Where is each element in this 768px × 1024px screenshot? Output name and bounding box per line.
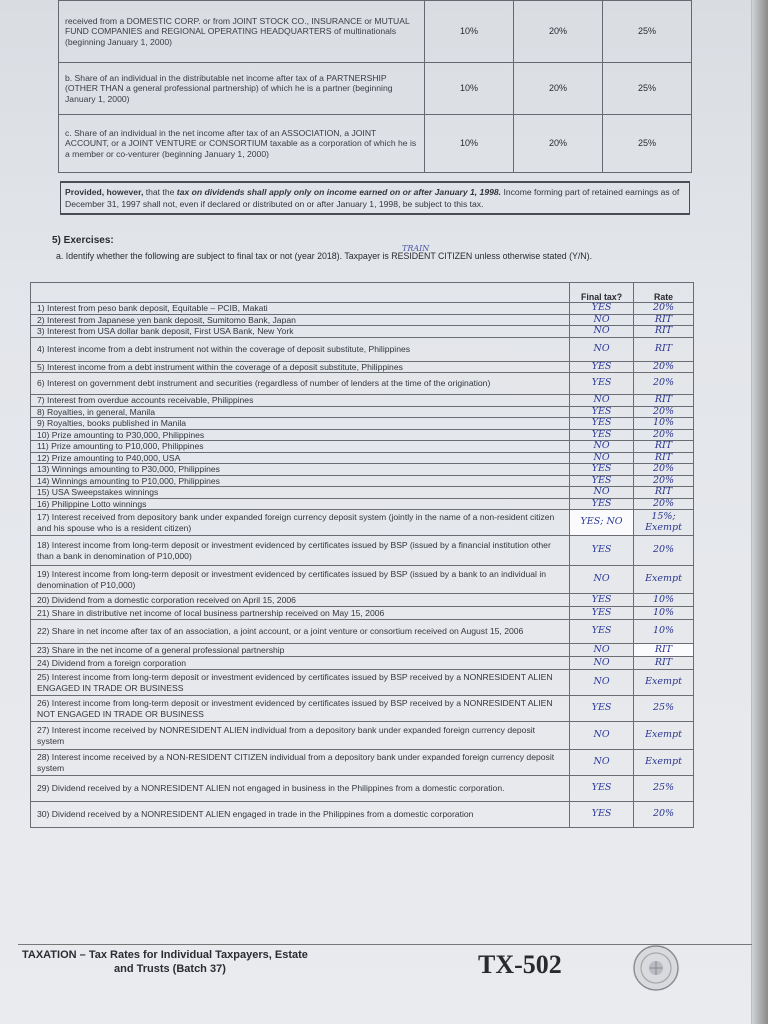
exercise-item: 24) Dividend from a foreign corporation bbox=[31, 657, 570, 670]
rate-answer: RIT bbox=[634, 487, 694, 499]
rate-cell: 20% bbox=[514, 115, 603, 173]
final-tax-answer: YES bbox=[570, 594, 634, 607]
exercise-item: 4) Interest income from a debt instrument not within the coverage of deposit substitute, Philippines bbox=[31, 337, 570, 361]
table-row bbox=[31, 722, 694, 750]
final-tax-answer: YES bbox=[570, 696, 634, 722]
row-description: received from a DOMESTIC CORP. or from JOINT STOCK CO., INSURANCE or MUTUAL FUND COMPANIES and REGIONAL OPERATING HEADQUARTERS of multinationals (beginning January 1, 2000) bbox=[59, 1, 425, 63]
table-row bbox=[31, 750, 694, 776]
rate-header: Rate bbox=[634, 283, 694, 303]
proviso-lead: Provided, however, bbox=[65, 187, 144, 197]
exercise-item: 26) Interest income from long-term deposit or investment evidenced by certificates issued by BSP received by a NONRESIDENT ALIEN NOT ENGAGED IN TRADE OR BUSINESS bbox=[31, 696, 570, 722]
rate-answer: 20% bbox=[634, 498, 694, 510]
proviso-rest: Income forming part of retained earnings as of December 31, 1997 shall not, even if declared or distributed on or after January 1, 1998, be subject to this tax. bbox=[65, 187, 680, 209]
table-row bbox=[31, 510, 694, 536]
exercise-item: 1) Interest from peso bank deposit, Equitable – PCIB, Makati bbox=[31, 303, 570, 315]
exercise-item: 19) Interest income from long-term deposit or investment evidenced by certificates issued by BSP (issued by a bank to an individual in denomination of P10,000) bbox=[31, 566, 570, 594]
rate-answer: RIT bbox=[634, 326, 694, 338]
table-row bbox=[31, 487, 694, 499]
final-tax-answer: NO bbox=[570, 670, 634, 696]
table-row bbox=[31, 452, 694, 464]
exercise-item: 2) Interest from Japanese yen bank deposit, Sumitomo Bank, Japan bbox=[31, 314, 570, 326]
final-tax-answer: YES bbox=[570, 429, 634, 441]
table-row bbox=[31, 395, 694, 407]
final-tax-answer: YES bbox=[570, 303, 634, 315]
exercise-table bbox=[30, 282, 694, 828]
exercise-item: 17) Interest received from depository bank under expanded foreign currency deposit system (jointly in the name of a non-resident citizen and his spouse who is a resident citizen) bbox=[31, 510, 570, 536]
table-row bbox=[31, 802, 694, 828]
final-tax-answer: YES bbox=[570, 620, 634, 644]
table-row bbox=[31, 566, 694, 594]
handwritten-note: TRAIN bbox=[402, 244, 430, 253]
rate-cell: 10% bbox=[425, 115, 514, 173]
rate-answer: RIT bbox=[634, 337, 694, 361]
rate-cell: 25% bbox=[603, 63, 692, 115]
rate-answer: RIT bbox=[634, 644, 694, 657]
final-tax-answer: NO bbox=[570, 657, 634, 670]
table-row bbox=[31, 607, 694, 620]
table-row bbox=[31, 326, 694, 338]
table-header-row bbox=[31, 283, 694, 303]
rate-answer: Exempt bbox=[634, 750, 694, 776]
exercise-rows bbox=[31, 303, 694, 828]
exercise-item: 29) Dividend received by a NONRESIDENT ALIEN not engaged in business in the Philippines from a domestic corporation. bbox=[31, 776, 570, 802]
table-row bbox=[31, 361, 694, 373]
rate-answer: 10% bbox=[634, 594, 694, 607]
final-tax-answer: YES bbox=[570, 406, 634, 418]
table-row bbox=[31, 303, 694, 315]
rate-answer: RIT bbox=[634, 314, 694, 326]
table-row bbox=[31, 418, 694, 430]
table-row bbox=[31, 314, 694, 326]
final-tax-answer: YES bbox=[570, 475, 634, 487]
final-tax-answer: NO bbox=[570, 750, 634, 776]
table-row bbox=[31, 776, 694, 802]
exercise-item: 5) Interest income from a debt instrument within the coverage of a deposit substitute, Philippines bbox=[31, 361, 570, 373]
item-header bbox=[31, 283, 570, 303]
table-row bbox=[31, 373, 694, 395]
rate-cell: 25% bbox=[603, 1, 692, 63]
rate-answer: RIT bbox=[634, 441, 694, 453]
institution-seal-icon bbox=[632, 944, 680, 992]
table-row bbox=[31, 464, 694, 476]
final-tax-answer: YES; NO bbox=[570, 510, 634, 536]
exercise-item: 8) Royalties, in general, Manila bbox=[31, 406, 570, 418]
table-row bbox=[31, 594, 694, 607]
rate-answer: Exempt bbox=[634, 722, 694, 750]
table-row bbox=[31, 536, 694, 566]
exercise-item: 11) Prize amounting to P10,000, Philippines bbox=[31, 441, 570, 453]
table-row bbox=[31, 429, 694, 441]
rate-answer: 20% bbox=[634, 373, 694, 395]
rate-cell: 20% bbox=[514, 1, 603, 63]
rate-answer: 20% bbox=[634, 406, 694, 418]
final-tax-answer: YES bbox=[570, 536, 634, 566]
table-row bbox=[31, 406, 694, 418]
exercise-item: 7) Interest from overdue accounts receivable, Philippines bbox=[31, 395, 570, 407]
final-tax-answer: YES bbox=[570, 776, 634, 802]
final-tax-answer: NO bbox=[570, 326, 634, 338]
footer-title-line1: TAXATION – Tax Rates for Individual Taxpayers, Estate bbox=[22, 949, 308, 961]
proviso-mid: that the bbox=[143, 187, 177, 197]
footer-title bbox=[22, 948, 442, 976]
exercise-item: 15) USA Sweepstakes winnings bbox=[31, 487, 570, 499]
final-tax-answer: NO bbox=[570, 337, 634, 361]
rate-answer: RIT bbox=[634, 395, 694, 407]
exercise-item: 13) Winnings amounting to P30,000, Philippines bbox=[31, 464, 570, 476]
proviso-emphasis: tax on dividends shall apply only on income earned on or after January 1, 1998. bbox=[176, 187, 502, 197]
rate-answer: 25% bbox=[634, 696, 694, 722]
tax-rate-table-continued bbox=[58, 0, 692, 173]
footer-title-line2: and Trusts (Batch 37) bbox=[114, 963, 226, 975]
exercise-item: 20) Dividend from a domestic corporation received on April 15, 2006 bbox=[31, 594, 570, 607]
rate-answer: 25% bbox=[634, 776, 694, 802]
exercise-item: 18) Interest income from long-term deposit or investment evidenced by certificates issued by BSP (issued by a financial institution other than a bank in denomination of P10,000) bbox=[31, 536, 570, 566]
table-row bbox=[59, 1, 692, 63]
exercise-item: 21) Share in distributive net income of local business partnership received on May 15, 2006 bbox=[31, 607, 570, 620]
exercise-item: 30) Dividend received by a NONRESIDENT ALIEN engaged in trade in the Philippines from a domestic corporation bbox=[31, 802, 570, 828]
exercise-item: 22) Share in net income after tax of an association, a joint account, or a joint venture or consortium received on August 15, 2006 bbox=[31, 620, 570, 644]
final-tax-answer: YES bbox=[570, 464, 634, 476]
final-tax-answer: NO bbox=[570, 487, 634, 499]
rate-answer: 20% bbox=[634, 429, 694, 441]
exercise-item: 3) Interest from USA dollar bank deposit, First USA Bank, New York bbox=[31, 326, 570, 338]
exercise-item: 14) Winnings amounting to P10,000, Philippines bbox=[31, 475, 570, 487]
row-description: b. Share of an individual in the distributable net income after tax of a PARTNERSHIP (OTHER THAN a general professional partnership) of which he is a partner (beginning January 1, 2000) bbox=[59, 63, 425, 115]
rate-answer: RIT bbox=[634, 452, 694, 464]
rate-answer: 10% bbox=[634, 418, 694, 430]
rate-answer: RIT bbox=[634, 657, 694, 670]
final-tax-answer: NO bbox=[570, 452, 634, 464]
document-code: TX-502 bbox=[478, 950, 562, 979]
rate-cell: 10% bbox=[425, 63, 514, 115]
final-tax-answer: YES bbox=[570, 373, 634, 395]
table-row bbox=[59, 63, 692, 115]
exercise-item: 6) Interest on government debt instrument and securities (regardless of number of lenders at the time of the origination) bbox=[31, 373, 570, 395]
final-tax-answer: NO bbox=[570, 566, 634, 594]
rate-cell: 20% bbox=[514, 63, 603, 115]
table-row bbox=[31, 498, 694, 510]
final-tax-answer: NO bbox=[570, 395, 634, 407]
table-row bbox=[31, 696, 694, 722]
proviso-note bbox=[60, 181, 690, 215]
table-row bbox=[31, 644, 694, 657]
rate-answer: 20% bbox=[634, 536, 694, 566]
rate-answer: 20% bbox=[634, 303, 694, 315]
rate-cell: 25% bbox=[603, 115, 692, 173]
exercise-item: 16) Philippine Lotto winnings bbox=[31, 498, 570, 510]
exercise-item: 28) Interest income received by a NON-RESIDENT CITIZEN individual from a depository bank under expanded foreign currency deposit system bbox=[31, 750, 570, 776]
exercise-item: 10) Prize amounting to P30,000, Philippines bbox=[31, 429, 570, 441]
rate-answer: 20% bbox=[634, 802, 694, 828]
rate-answer: 20% bbox=[634, 475, 694, 487]
rate-answer: 10% bbox=[634, 607, 694, 620]
exercise-item: 27) Interest income received by NONRESIDENT ALIEN individual from a depository bank under expanded foreign currency deposit system bbox=[31, 722, 570, 750]
rate-answer: 15%; Exempt bbox=[634, 510, 694, 536]
exercise-item: 25) Interest income from long-term deposit or investment evidenced by certificates issued by BSP received by a NONRESIDENT ALIEN ENGAGED IN TRADE OR BUSINESS bbox=[31, 670, 570, 696]
table-row bbox=[31, 441, 694, 453]
table-row bbox=[31, 657, 694, 670]
table-row bbox=[31, 670, 694, 696]
exercise-item: 23) Share in the net income of a general professional partnership bbox=[31, 644, 570, 657]
table-row bbox=[31, 620, 694, 644]
final-tax-answer: YES bbox=[570, 498, 634, 510]
page-edge-shadow bbox=[752, 0, 768, 1024]
final-tax-answer: YES bbox=[570, 802, 634, 828]
rate-answer: 20% bbox=[634, 464, 694, 476]
table-row bbox=[31, 337, 694, 361]
final-tax-answer: YES bbox=[570, 361, 634, 373]
final-tax-answer: NO bbox=[570, 441, 634, 453]
final-tax-answer: YES bbox=[570, 418, 634, 430]
rate-cell: 10% bbox=[425, 1, 514, 63]
final-tax-answer: NO bbox=[570, 722, 634, 750]
exercises-heading: 5) Exercises: bbox=[52, 235, 114, 246]
final-tax-answer: NO bbox=[570, 314, 634, 326]
table-row bbox=[31, 475, 694, 487]
table-row bbox=[59, 115, 692, 173]
final-tax-header: Final tax? bbox=[570, 283, 634, 303]
rate-answer: 10% bbox=[634, 620, 694, 644]
exercises-instruction: a. Identify whether the following are subject to final tax or not (year 2018). Taxpayer is RESIDENT CITIZEN unless otherwise stated (Y/N). bbox=[56, 251, 593, 261]
exercise-item: 9) Royalties, books published in Manila bbox=[31, 418, 570, 430]
row-description: c. Share of an individual in the net income after tax of an ASSOCIATION, a JOINT ACCOUNT, or a JOINT VENTURE or CONSORTIUM taxable as a corporation of which he is a member or co-venturer (beginning January 1, 2000) bbox=[59, 115, 425, 173]
exercise-item: 12) Prize amounting to P40,000, USA bbox=[31, 452, 570, 464]
final-tax-answer: NO bbox=[570, 644, 634, 657]
rate-answer: Exempt bbox=[634, 670, 694, 696]
final-tax-answer: YES bbox=[570, 607, 634, 620]
rate-answer: Exempt bbox=[634, 566, 694, 594]
rate-answer: 20% bbox=[634, 361, 694, 373]
